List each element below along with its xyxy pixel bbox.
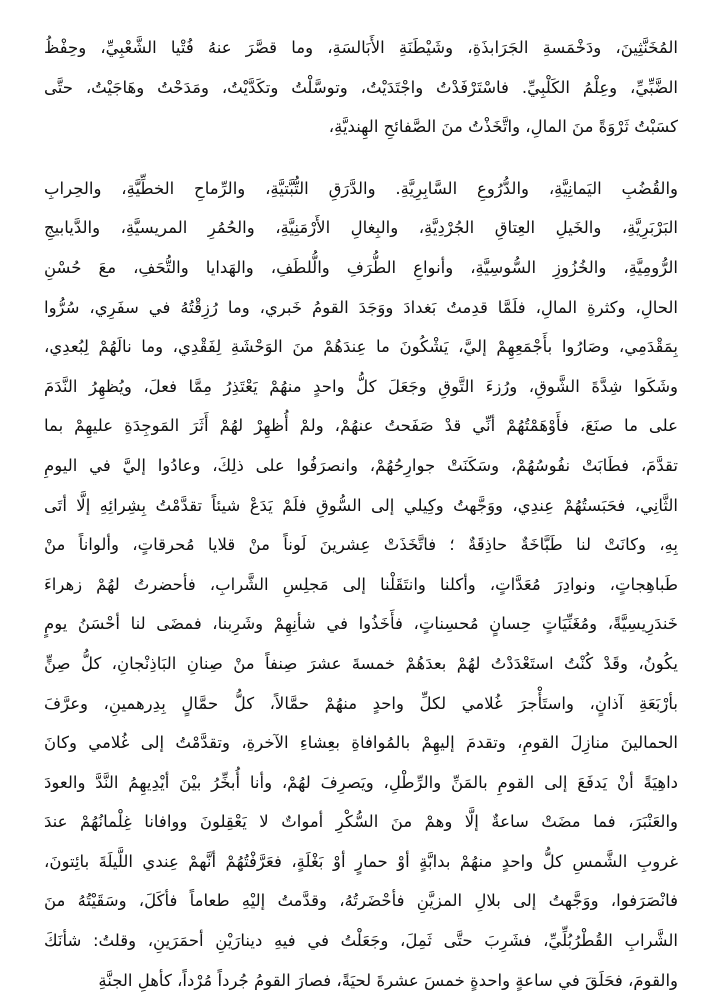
text-line: الشَّرابِ القُطْرُبُلِّيِّ، فشَرِبَ حتَّى ثَمِلَ، وجَعَلْتُ في فيهِ دينارَيْنِ أحمَرَينِ، وقلتُ: شأنَكَ bbox=[44, 931, 678, 951]
text-line: يكُونُ، وقَدْ كُنْتُ استَعْدَدْتُ لهُمْ بعدَهُمْ خمسةَ عشرَ صِنفاً منْ صِنانِ البَاذِنْجانِ، كلُّ صِنٍّ bbox=[44, 653, 678, 673]
text-line: طَباهِجاتٍ، ونوادِرَ مُعَدَّاتٍ، وأكلنا وانتَقَلْنا إلى مَجلِسِ الشَّرابِ، فأحضرتُ لهُمْ زهراءَ bbox=[44, 574, 678, 594]
text-line: فانْصَرَفوا، ووَجَّهتُ إلى بلالِ المزيَّنِ فأحْضَرتُهُ، وقدَّمتُ إليْهِ طعاماً فأكَلَ، وسَقَيْتُهُ منَ bbox=[44, 891, 678, 911]
text-line: غروبِ الشَّمسِ كلُّ واحدٍ منهُمْ بدابَّةٍ أوْ حمارٍ أوْ بَغْلَةٍ، فعَرَّفْتُهُمْ أنَّهمْ عِندي اللَّيلَةَ بائِتونَ، bbox=[44, 851, 678, 871]
text-line: داهِيَةً أنْ يَدفَعَ إلى القومِ بالمَنِّ والرِّطْلِ، ويَصرِفَ لهُمْ، وأنا أُبخِّرُ بيْنَ أيْدِيهِمُ النَّدَّ والعودَ bbox=[44, 772, 678, 792]
text-line: على ما صنَعَ، فأَوْهَمْتُهُمْ أنِّي قدْ صَفَحتُ عنهُمْ، ولمْ أُظهِرْ لهُمْ أَثَرَ المَوجِدَةِ عليهِمْ بما bbox=[44, 416, 678, 436]
text-line: والعَنْبَرَ، فما مضَتْ ساعةٌ إلَّا وهمْ منَ السُّكْرِ أمواتٌ لا يَعْقِلونَ ووافانا غِلْمانُهُمْ عندَ bbox=[44, 812, 678, 832]
paragraph-1 bbox=[44, 28, 678, 147]
text-line: بأرْبَعَةِ آذانٍ، واستَأْجرَ غُلامي لكلِّ واحدٍ منهُمْ حمَّالاً، كلُّ حمَّالٍ بِدِرهمينِ، وعرَّفَ bbox=[44, 693, 678, 713]
text-line: وشَكَوا شِدَّةَ الشَّوقِ، ورُزءَ التَّوقِ وجَعَلَ كلُّ واحدٍ منهُمْ يَعْتَذِرُ مِمَّا فعلَ، ويُظهِرُ النَّدَمَ bbox=[44, 376, 678, 396]
document-page bbox=[44, 28, 678, 1000]
text-line: المُخَنَّثِينَ، ودَخْمَسةِ الجَرَابذَةِ، وشَيْطَنَةِ الأَبَالسَةِ، وما قصَّرَ عنهُ فُتْيا الشَّعْبِيِّ، وحِفْظُ bbox=[44, 38, 678, 57]
paragraph-gap bbox=[44, 147, 678, 169]
text-line: الثَّانِي، فحَبَستُهُمْ عِندِي، ووَجَّهتُ وكِيلي إلى السُّوقِ فلَمْ يَدَعْ شيئاً تقدَّمْتُ بِشِرائِهِ إلَّا أتَى bbox=[44, 495, 678, 515]
text-line: الرُّومِيَّةِ، والخُزُوزِ السُّوسِيَّةِ، وأنواعِ الطُّرَفِ والُّلطَفِ، والهَدايا والتُّحَفِ، معَ حُسْنِ bbox=[44, 257, 678, 277]
text-line: تقدَّمَ، فطَابَتْ نفُوسُهُمْ، وسَكَنَتْ جوارِحُهُمْ، وانصرَفُوا على ذلِكَ، وعادُوا إليَّ في اليومِ bbox=[44, 455, 678, 475]
text-line: البَرْبَرِيَّةِ، والخَيلِ العِتاقِ الجُرْدِيَّةِ، والبِغالِ الأَرْمَنِيَّةِ، والحُمُرِ المريسيَّةِ، والدَّيابيجِ bbox=[44, 218, 678, 238]
text-line: خَندَرِيسِيَّةً، ومُغَنِّيَاتٍ حِسانٍ مُحسِناتٍ، فأَخَذُوا في شأنِهِمْ وشَرِبنا، فمضَى لنا أحْسَنُ يومٍ bbox=[44, 614, 678, 634]
text-line: والقومَ، فحَلَقَ في ساعةٍ واحدةٍ خمسَ عشرةَ لحيَةً، فصارَ القومُ جُرداً مُرْداً، كأهلِ الجنَّةِ bbox=[98, 970, 678, 990]
text-line: بِمَقْدَمِي، وصَارُوا بأَجْمَعِهِمْ إليَّ، يَشْكُونَ ما عِندَهُمْ منَ الوَحْشَةِ لِفَقْدِي، وما نالَهُمْ لِبُعدِي، bbox=[44, 337, 678, 357]
text-line: الحمالينَ منازِلَ القومِ، وتقدمَ إليهِمْ بالمُوافاةِ بعِشاءِ الآخرةِ، وتقدَّمْتُ إلى غُلامي وكانَ bbox=[44, 733, 678, 753]
text-line: كسَبْتُ ثَرْوَةً منَ المالِ، واتَّخَذْتُ منَ الصَّفائحِ الهِنديَّةِ، bbox=[328, 117, 678, 137]
text-line: بِهِ، وكانَتْ لنا طَبَّاخَةٌ حاذِقَةٌ ؛ فاتَّخَذَتْ عِشرينَ لَوناً منْ قلايا مُحرقاتٍ، وألواناً منْ bbox=[44, 535, 678, 555]
paragraph-2 bbox=[44, 169, 678, 1000]
text-line: والقُضُبِ اليَمانِيَّةِ، والدُّرُوعِ السَّابِرِيَّةِ. والدَّرَقِ التُّبَّتيَّةِ، والرِّماحِ الخطِّيَّةِ، والحِرابِ bbox=[44, 178, 678, 198]
text-line: الضَّبِّيِّ، وعِلْمُ الكَلْبِيِّ. فاسْتَرْفَدْتُ واجْتَدَيْتُ، وتوسَّلْتُ وتكَدَّيْتُ، ومَدَحْتُ وهَاجَيْتُ، حتَّى bbox=[44, 77, 678, 97]
text-line: الحالِ، وكثرةِ المالِ، فلَمَّا قدِمتُ بَغدادَ ووَجَدَ القومُ خَبري، وما رُزِقْتُهُ في سفَرِي، سُرُّوا bbox=[44, 297, 678, 317]
